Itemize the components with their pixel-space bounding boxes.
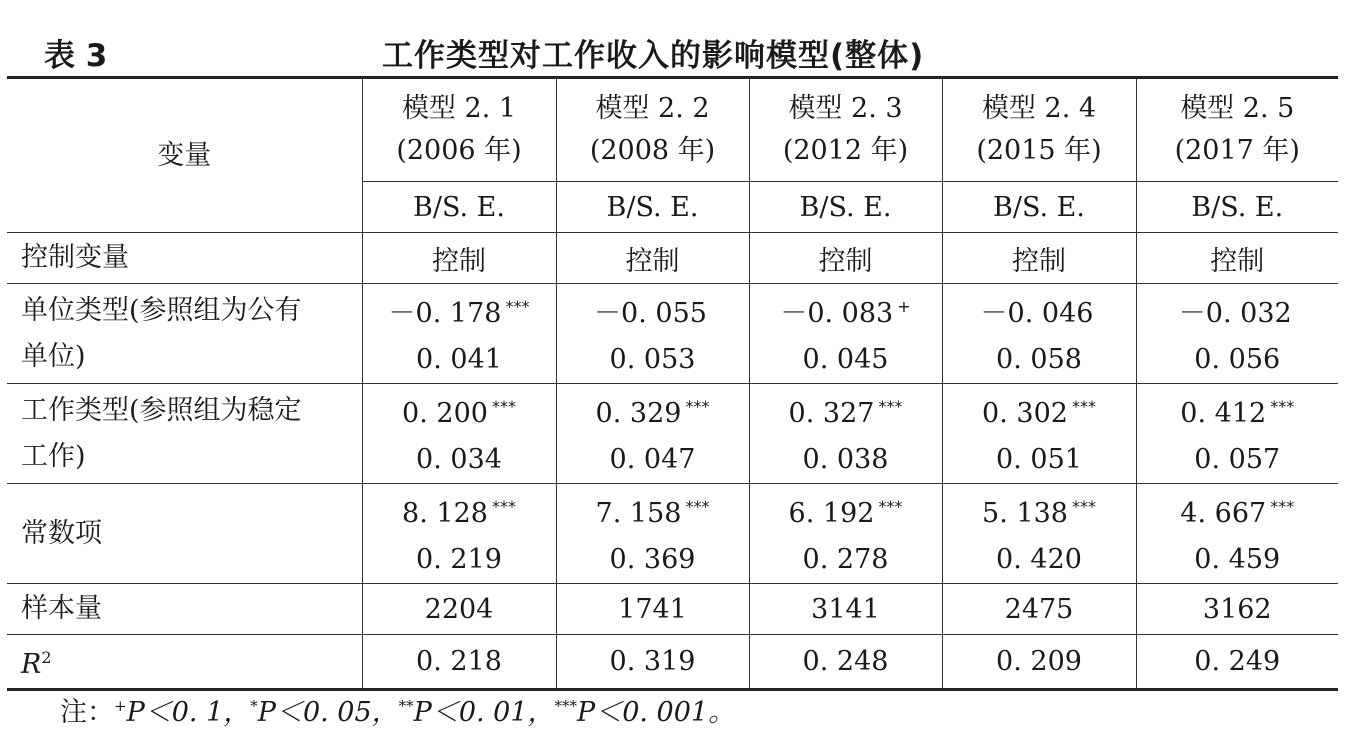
table-cell: 控制 xyxy=(749,233,942,284)
model-header: 模型 2. 3 (2012 年) xyxy=(749,78,942,182)
table-cell: 2475 xyxy=(942,584,1136,635)
table-cell: 0. 249 xyxy=(1136,635,1338,690)
row-label: 控制变量 xyxy=(7,233,362,284)
variable-header: 变量 xyxy=(7,78,362,233)
coef-cell: 0. 302 *** 0. 051 xyxy=(942,384,1136,484)
coef-cell: 7. 158 *** 0. 369 xyxy=(556,484,749,584)
table-note: 注：+P＜0. 1，*P＜0. 05，**P＜0. 01，***P＜0. 001。 xyxy=(60,697,736,728)
coef-cell: －0. 046 0. 058 xyxy=(942,284,1136,384)
coef-cell: 0. 200 *** 0. 034 xyxy=(362,384,556,484)
table-cell: 控制 xyxy=(556,233,749,284)
coef-cell: －0. 178 *** 0. 041 xyxy=(362,284,556,384)
table-row-unit-type xyxy=(7,284,1338,384)
table-row-job-type xyxy=(7,384,1338,484)
regression-table xyxy=(7,76,1338,691)
table-row-constant xyxy=(7,484,1338,584)
row-label: 常数项 xyxy=(7,484,362,584)
coef-cell: 6. 192 *** 0. 278 xyxy=(749,484,942,584)
table-cell: 3141 xyxy=(749,584,942,635)
stat-header: B/S. E. xyxy=(1136,182,1338,233)
table-cell: 0. 209 xyxy=(942,635,1136,690)
table-cell: 3162 xyxy=(1136,584,1338,635)
table-row-sample xyxy=(7,584,1338,635)
model-header: 模型 2. 1 (2006 年) xyxy=(362,78,556,182)
coef-cell: －0. 055 0. 053 xyxy=(556,284,749,384)
table-cell: 0. 218 xyxy=(362,635,556,690)
table-cell: 控制 xyxy=(362,233,556,284)
stat-header: B/S. E. xyxy=(556,182,749,233)
row-label: $R^2$ xyxy=(7,635,362,690)
model-header: 模型 2. 5 (2017 年) xyxy=(1136,78,1338,182)
stat-header: B/S. E. xyxy=(362,182,556,233)
table-number: 表 3 xyxy=(44,38,108,74)
table-title: 工作类型对工作收入的影响模型(整体) xyxy=(382,38,925,74)
model-header: 模型 2. 2 (2008 年) xyxy=(556,78,749,182)
stat-header: B/S. E. xyxy=(749,182,942,233)
table-cell: 控制 xyxy=(942,233,1136,284)
table-row-r2 xyxy=(7,635,1338,690)
table-row-control xyxy=(7,233,1338,284)
table-cell: 0. 248 xyxy=(749,635,942,690)
table-caption xyxy=(0,28,1369,74)
stat-header: B/S. E. xyxy=(942,182,1136,233)
row-label: 单位类型(参照组为公有 单位) xyxy=(7,284,362,384)
coef-cell: 4. 667 *** 0. 459 xyxy=(1136,484,1338,584)
table-cell: 1741 xyxy=(556,584,749,635)
coef-cell: 8. 128 *** 0. 219 xyxy=(362,484,556,584)
table-cell: 控制 xyxy=(1136,233,1338,284)
coef-cell: 0. 412 *** 0. 057 xyxy=(1136,384,1338,484)
coef-cell: 5. 138 *** 0. 420 xyxy=(942,484,1136,584)
table-cell: 0. 319 xyxy=(556,635,749,690)
coef-cell: 0. 327 *** 0. 038 xyxy=(749,384,942,484)
row-label: 工作类型(参照组为稳定 工作) xyxy=(7,384,362,484)
table-cell: 2204 xyxy=(362,584,556,635)
header-row-models xyxy=(7,78,1338,182)
row-label: 样本量 xyxy=(7,584,362,635)
coef-cell: －0. 083 + 0. 045 xyxy=(749,284,942,384)
model-header: 模型 2. 4 (2015 年) xyxy=(942,78,1136,182)
coef-cell: 0. 329 *** 0. 047 xyxy=(556,384,749,484)
coef-cell: －0. 032 0. 056 xyxy=(1136,284,1338,384)
